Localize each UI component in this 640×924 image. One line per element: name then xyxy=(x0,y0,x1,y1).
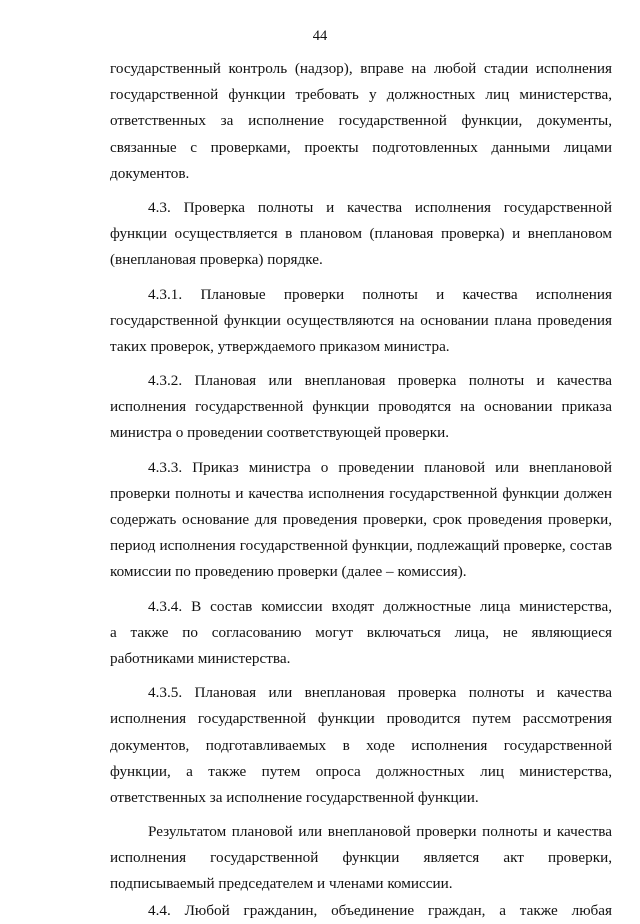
text-line: 4.4. Любой гражданин, объединение граждан, а также любая xyxy=(148,901,612,919)
text-line: комиссии по проведению проверки (далее – комиссия). xyxy=(110,563,467,581)
text-line: исполнения государственной функции проводятся на основании приказа xyxy=(110,398,612,416)
text-line: а также по согласованию могут включаться лица, не являющиеся xyxy=(110,623,612,641)
text-line: 4.3. Проверка полноты и качества исполнения государственной xyxy=(148,198,612,216)
text-line: документов. xyxy=(110,164,190,182)
text-line: исполнения государственной функции является акт проверки, xyxy=(110,849,612,867)
paragraph-gap xyxy=(110,811,612,819)
text-line: 4.3.1. Плановые проверки полноты и качества исполнения xyxy=(148,285,612,303)
text-line: функции, а также путем опроса должностных лиц министерства, xyxy=(110,762,612,780)
text-line: ответственных за исполнение государственной функции. xyxy=(110,788,479,806)
text-line: ответственных за исполнение государственной функции, документы, xyxy=(110,112,612,130)
text-line: государственной функции требовать у должностных лиц министерства, xyxy=(110,86,612,104)
text-line: 4.3.2. Плановая или внеплановая проверка полноты и качества xyxy=(148,372,612,390)
text-line: 4.3.5. Плановая или внеплановая проверка полноты и качества xyxy=(148,684,612,702)
text-line: работниками министерства. xyxy=(110,649,291,667)
text-line: (внеплановая проверка) порядке. xyxy=(110,251,323,269)
text-line: министра о проведении соответствующей проверки. xyxy=(110,424,450,442)
text-line: таких проверок, утверждаемого приказом министра. xyxy=(110,337,450,355)
text-line: государственный контроль (надзор), вправе на любой стадии исполнения xyxy=(110,60,612,77)
paragraph-gap xyxy=(110,360,612,368)
text-line: Результатом плановой или внеплановой проверки полноты и качества xyxy=(148,823,612,841)
text-line: государственной функции осуществляются на основании плана проведения xyxy=(110,311,612,329)
text-line: связанные с проверками, проекты подготовленных данными лицами xyxy=(110,138,612,156)
paragraph-gap xyxy=(110,187,612,195)
text-line: 4.3.3. Приказ министра о проведении плановой или внеплановой xyxy=(148,458,612,476)
text-line: 4.3.4. В состав комиссии входят должностные лица министерства, xyxy=(148,597,612,615)
page-number: 44 xyxy=(312,28,328,44)
text-line: функции осуществляется в плановом (плановая проверка) и внеплановом xyxy=(110,225,612,243)
text-line: период исполнения государственной функции, подлежащий проверке, состав xyxy=(110,537,612,555)
text-line: подписываемый председателем и членами комиссии. xyxy=(110,875,453,893)
text-line: исполнения государственной функции проводится путем рассмотрения xyxy=(110,710,612,728)
paragraph-gap xyxy=(110,586,612,594)
paragraph-gap xyxy=(110,447,612,455)
text-line: проверки полноты и качества исполнения государственной функции должен xyxy=(110,484,612,502)
paragraph-gap xyxy=(110,672,612,680)
text-line: содержать основание для проведения проверки, срок проведения проверки, xyxy=(110,511,612,528)
paragraph-gap xyxy=(110,274,612,282)
document-body xyxy=(110,56,612,924)
text-line: документов, подготавливаемых в ходе исполнения государственной xyxy=(110,736,612,754)
